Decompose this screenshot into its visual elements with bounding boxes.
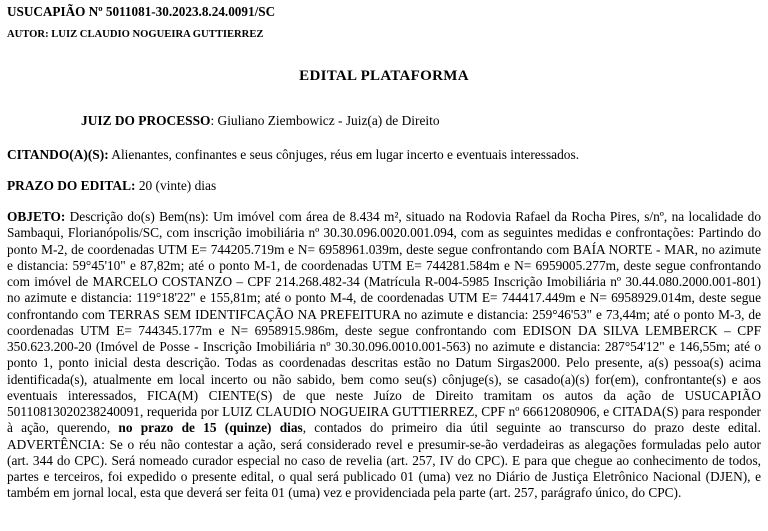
prazo-line [7, 178, 216, 194]
citando-value: Alienantes, confinantes e seus cônjuges, réus em lugar incerto e eventuais interessados. [108, 147, 580, 162]
judge-value: : Giuliano Ziembowicz - Juiz(a) de Direito [210, 113, 440, 128]
prazo-label: PRAZO DO EDITAL: [7, 178, 136, 193]
objeto-text-part1: Descrição do(s) Bem(ns): Um imóvel com área de 8.434 m², situado na Rodovia Rafael da Rocha Pires, s/nº, na localidade do Sambaqui, Florianópolis/SC, com inscrição imobiliária nº 30.30.096.0020.001.094, com as seguintes medidas e confrontações: Partindo do ponto M-2, de coordenadas UTM E= 744205.719m e N= 6958961.039m, deste segue confrontando com BAÍA NORTE - MAR, no azimute e distancia: 59°45'10" e 87,82m; até o ponto M-1, de coordenadas UTM E= 744281.584m e N= 6959005.277m, deste segue confrontando com imóvel de MARCELO COSTANZO – CPF 214.268.482-34 (Matrícula R-004-5985 Inscrição Imobiliária nº 30.44.080.2000.001-801) no azimute e distancia: 119°18'22" e 155,81m; até o ponto M-4, de coordenadas UTM E= 744417.449m e N= 6958929.014m, deste segue confrontando com TERRAS SEM IDENTIFCAÇÃO NA PREFEITURA no azimute e distancia: 259°46'53" e 73,44m; até o ponto M-3, de coordenadas UTM E= 744345.177m e N= 6958915.986m, deste segue confrontando com EDISON DA SILVA LEMBERCK – CPF 350.623.200-20 (Imóvel de Posse - Inscrição Imobiliária nº 30.30.096.0010.001-563) no azimute e distancia: 287°54'12" e 146,55m; até o ponto 1, ponto inicial desta descrição. Todas as coordenadas descritas estão no Datum Sirgas2000. Pelo presente, a(s) pessoa(s) acima identificada(s), atualmente em local incerto ou não sabido, bem como seu(s) cônjuge(s), se casado(a)(s) for(em), confrontante(s) e aos eventuais interessados, FICA(M) CIENTE(S) de que neste Juízo de Direito tramitam os autos da ação de USUCAPIÃO 50110813020238240091, requerida por LUIZ CLAUDIO NOGUEIRA GUTTIERREZ, CPF nº 66612080906, e CITADA(S) para responder à ação, querendo, [7, 209, 761, 436]
objeto-text-part2: , contados do primeiro dia útil seguinte ao transcurso do prazo deste edital. ADVERTÊNCIA: Se o réu não contestar a ação, será considerado revel e presumir-se-ão verdadeiras as alegações formuladas pelo autor (art. 344 do CPC). Será nomeado curador especial no caso de revelia (art. 257, IV do CPC). E para que chegue ao conhecimento de todos, partes e terceiros, foi expedido o presente edital, o qual será publicado 01 (uma) vez no Diário de Justiça Eletrônico Nacional (DJEN), e também em jornal local, esta que deverá ser feita 01 (uma) vez e providenciada pela parte (art. 257, parágrafo único, do CPC). [7, 420, 761, 501]
case-number: USUCAPIÃO Nº 5011081-30.2023.8.24.0091/SC [7, 4, 276, 19]
judge-label: JUIZ DO PROCESSO [81, 113, 211, 128]
citando-label: CITANDO(A)(S): [7, 147, 109, 162]
judge-line [81, 113, 440, 129]
document-title: EDITAL PLATAFORMA [299, 68, 469, 84]
objeto-deadline: no prazo de 15 (quinze) dias [118, 420, 303, 436]
author-line: AUTOR: LUIZ CLAUDIO NOGUEIRA GUTTIERREZ [7, 29, 264, 40]
prazo-value: 20 (vinte) dias [135, 178, 217, 193]
objeto-label: OBJETO: [7, 209, 66, 224]
objeto-paragraph [7, 209, 761, 502]
citando-line [7, 147, 579, 163]
